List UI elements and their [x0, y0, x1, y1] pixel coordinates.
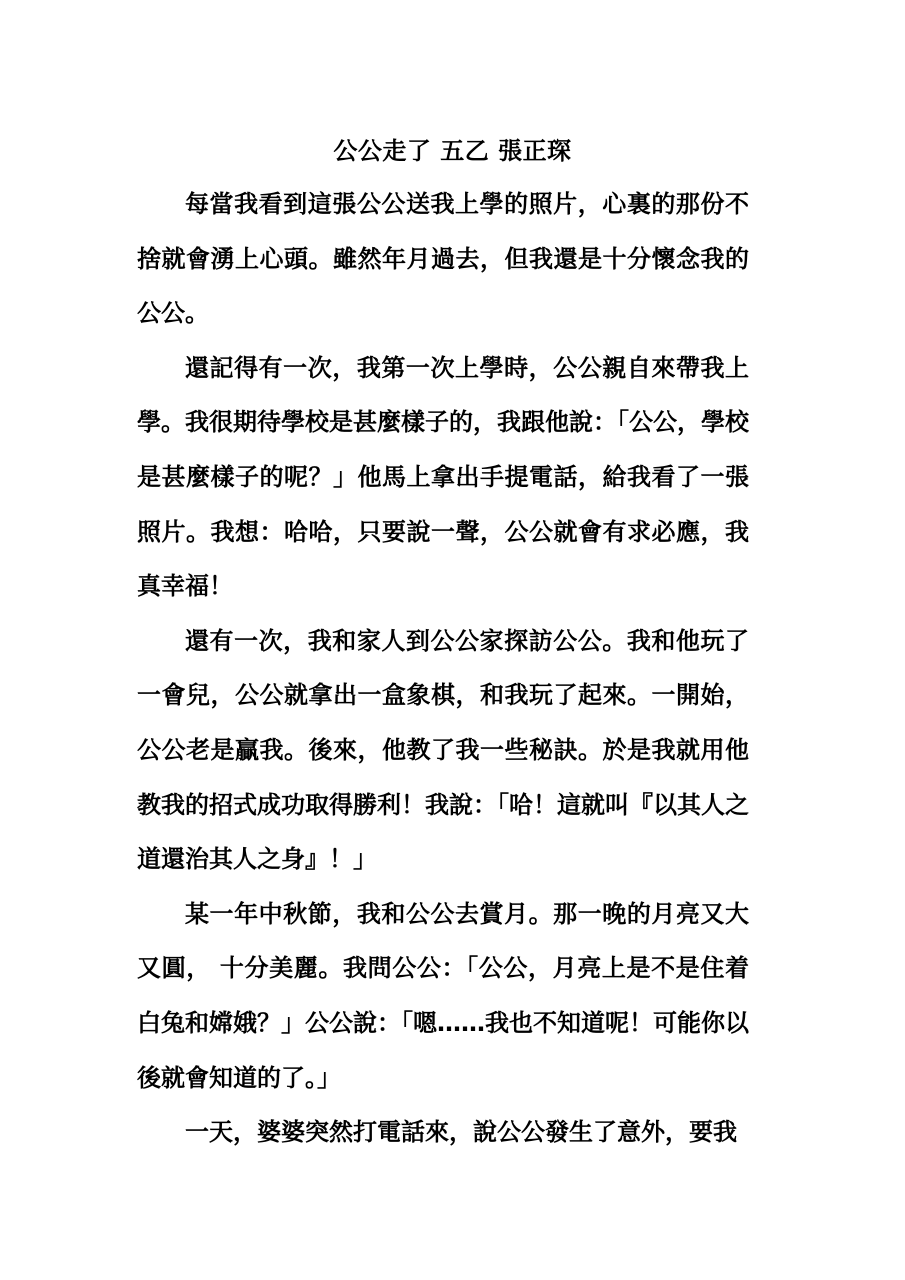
essay-body [137, 177, 749, 1160]
paragraph-1: 每當我看到這張公公送我上學的照片，心裏的那份不捨就會湧上心頭。雖然年月過去，但我還是十分懷念我的公公。 [137, 190, 749, 328]
page-title: 公公走了 五乙 張正琛 [333, 137, 572, 165]
paragraph-2: 還記得有一次，我第一次上學時，公公親自來帶我上學。我很期待學校是甚麼樣子的，我跟他說：「公公，學校是甚麼樣子的呢？」他馬上拿出手提電話，給我看了一張照片。我想：哈哈，只要說一聲，公公就會有求必應，我真幸福！ [137, 353, 749, 601]
paragraph-4: 某一年中秋節，我和公公去賞月。那一晚的月亮又大又圓， 十分美麗。我問公公：「公公，月亮上是不是住着白兔和嫦娥？」公公說：「嗯……我也不知道呢！可能你以後就會知道的了。」 [137, 899, 749, 1092]
paragraph-5: 一天，婆婆突然打電話來，說公公發生了意外，要我 [185, 1118, 737, 1147]
paragraph-3: 還有一次，我和家人到公公家探訪公公。我和他玩了一會兒，公公就拿出一盒象棋，和我玩了起來。一開始，公公老是贏我。後來，他教了我一些秘訣。於是我就用他教我的招式成功取得勝利！我說：「哈！這就叫『以其人之道還治其人之身』！」 [137, 626, 749, 874]
